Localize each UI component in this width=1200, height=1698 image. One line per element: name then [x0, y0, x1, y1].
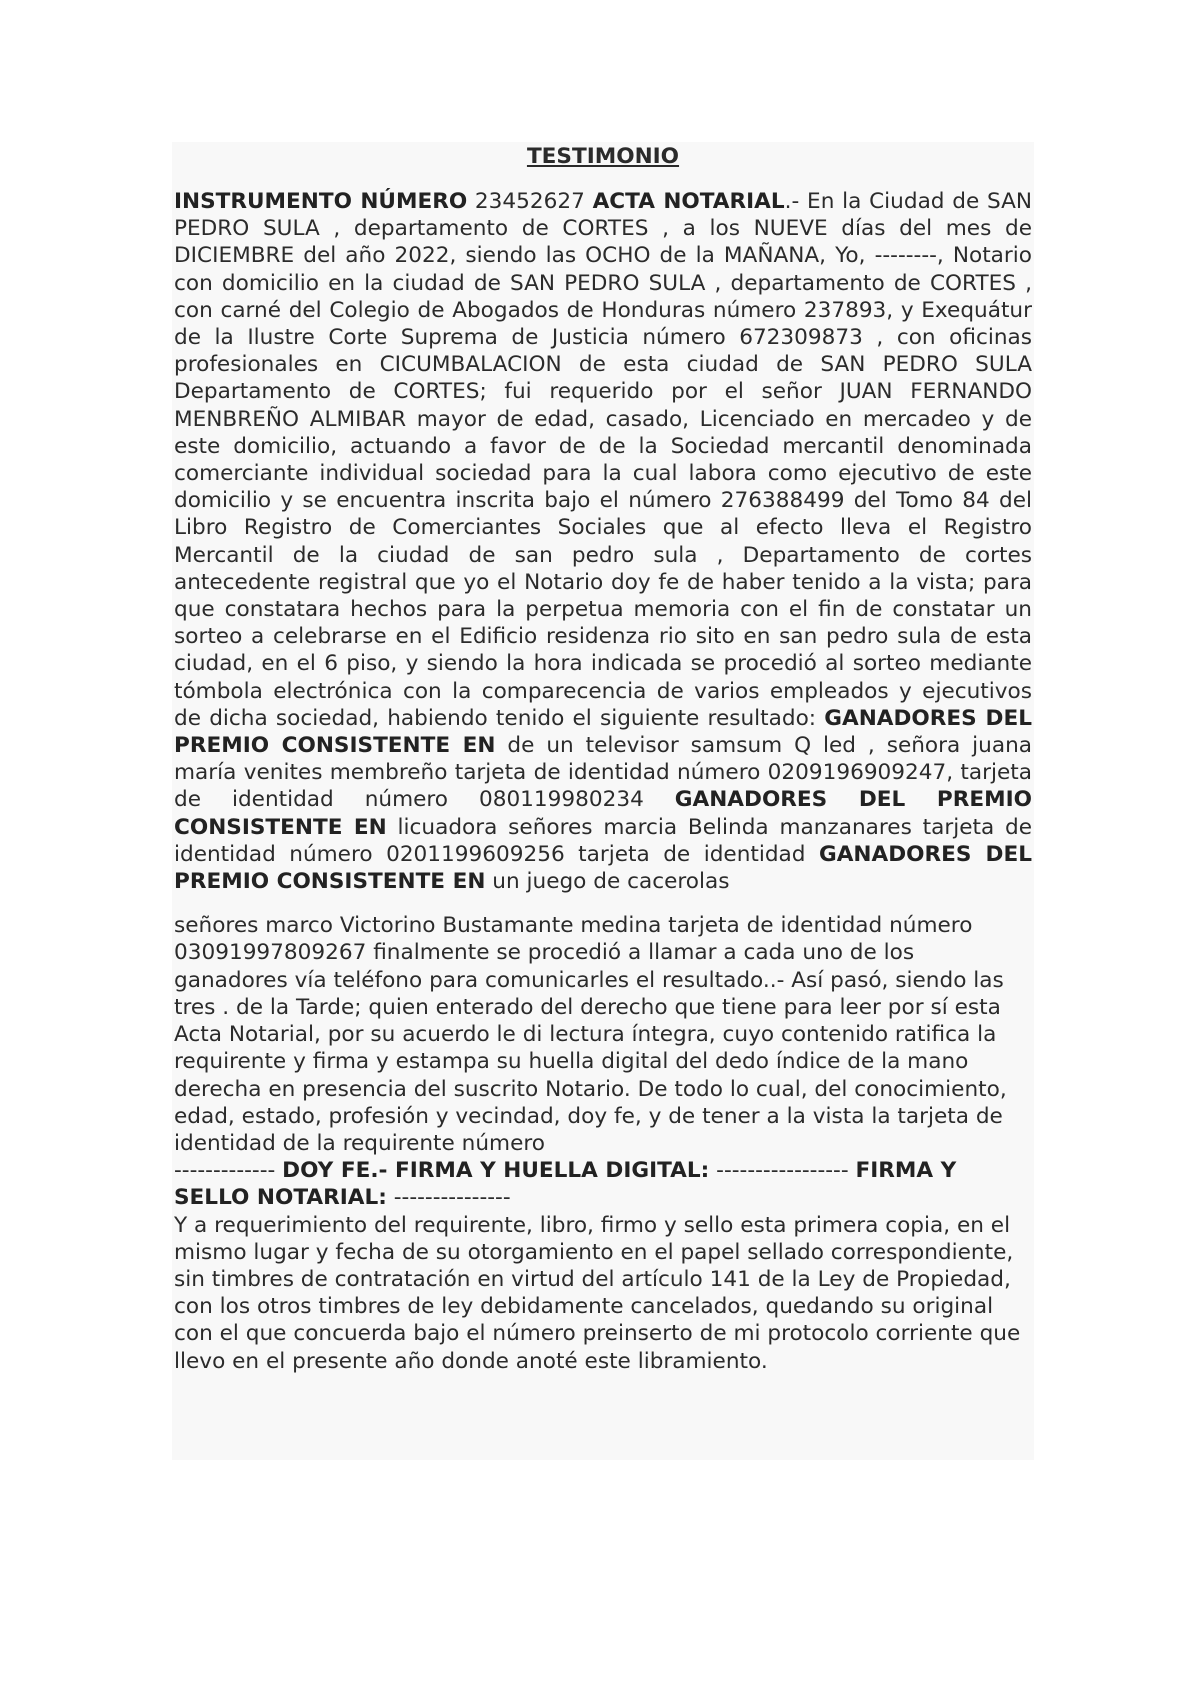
- instrument-number-label: INSTRUMENTO NÚMERO: [174, 189, 468, 214]
- prize-heading: GANADORES DEL PREMIO CONSISTENTE EN: [174, 787, 1032, 840]
- document-title: TESTIMONIO: [526, 144, 680, 169]
- paragraph-text: de un televisor samsum Q led , señora juana maría venites membreño tarjeta de identidad número 0209196909247, tarjeta de identidad número 080119980234: [174, 733, 1032, 813]
- document-body: [174, 142, 1032, 1375]
- doy-fe-label: DOY FE.- FIRMA Y HUELLA DIGITAL:: [282, 1158, 710, 1184]
- paragraph-text: un juego de cacerolas: [485, 869, 730, 895]
- paragraph-instrument: [174, 188, 1032, 895]
- prize-heading: GANADORES DEL PREMIO CONSISTENTE EN: [174, 705, 1032, 759]
- dash-separator: -----------------: [709, 1158, 856, 1184]
- firma-sello-label: FIRMA Y SELLO NOTARIAL:: [174, 1158, 957, 1211]
- dash-separator: ---------------: [386, 1185, 511, 1211]
- prize-heading: GANADORES DEL PREMIO CONSISTENTE EN: [174, 841, 1032, 895]
- paragraph-gap: [174, 895, 1032, 912]
- paragraph-text: Y a requerimiento del requirente, libro, firmo y sello esta primera copia, en el mismo lugar y fecha de su otorgamiento en el papel sellado correspondiente, sin timbres de contratación en virtud del artículo 141 de la Ley de Propiedad, con los otros timbres de ley debidamente cancelados, quedando su original con el que concuerda bajo el número preinserto de mi protocolo corriente que llevo en el presente año donde anoté este libramiento.: [174, 1212, 1021, 1374]
- instrument-number: 23452627: [467, 189, 593, 214]
- dash-separator: -------------: [174, 1158, 283, 1184]
- acta-notarial-label: ACTA NOTARIAL: [592, 189, 785, 214]
- paragraph-text: .- En la Ciudad de SAN PEDRO SULA , departamento de CORTES , a los NUEVE días del mes de DICIEMBRE del año 2022, siendo las OCHO de la MAÑANA, Yo, --------, Notario con domicilio en la ciudad de SAN PEDRO SULA , departamento de CORTES , con carné del Colegio de Abogados de Honduras número 237893, y Exequátur de la Ilustre Corte Suprema de Justicia número 672309873 , con oficinas profesionales en CICUMBALACION de esta ciudad de SAN PEDRO SULA Departamento de CORTES; fui requerido por el señor JUAN FERNANDO MENBREÑO ALMIBAR mayor de edad, casado, Licenciado en mercadeo y de este domicilio, actuando a favor de de la Sociedad mercantil denominada comerciante individual sociedad para la cual labora como ejecutivo de este domicilio y se encuentra inscrita bajo el número 276388499 del Tomo 84 del Libro Registro de Comerciantes Sociales que al efecto lleva el Registro Mercantil de la ciudad de san pedro sula , Departamento de cortes antecedente registral que yo el Notario doy fe de haber tenido a la vista; para que constatara hechos para la perpetua memoria con el fin de constatar un sorteo a celebrarse en el Edificio residenza rio sito en san pedro sula de esta ciudad, en el 6 piso, y siendo la hora indicada se procedió al sorteo mediante tómbola electrónica con la comparecencia de varios empleados y ejecutivos de dicha sociedad, habiendo tenido el siguiente resultado:: [174, 189, 1033, 731]
- paragraph-winners: [174, 912, 1032, 1374]
- paragraph-text: licuadora señores marcia Belinda manzanares tarjeta de identidad número 0201199609256 tarjeta de identidad: [174, 814, 1032, 867]
- paragraph-text: señores marco Victorino Bustamante medina tarjeta de identidad número 03091997809267 finalmente se procedió a llamar a cada uno de los ganadores vía teléfono para comunicarles el resultado..- Así pasó, siendo las tres . de la Tarde; quien enterado del derecho que tiene para leer por sí esta Acta Notarial, por su acuerdo le di lectura íntegra, cuyo contenido ratifica la requirente y firma y estampa su huella digital del dedo índice de la mano derecha en presencia del suscrito Notario. De todo lo cual, del conocimiento, edad, estado, profesión y vecindad, doy fe, y de tener a la vista la tarjeta de identidad de la requirente número: [174, 913, 1007, 1156]
